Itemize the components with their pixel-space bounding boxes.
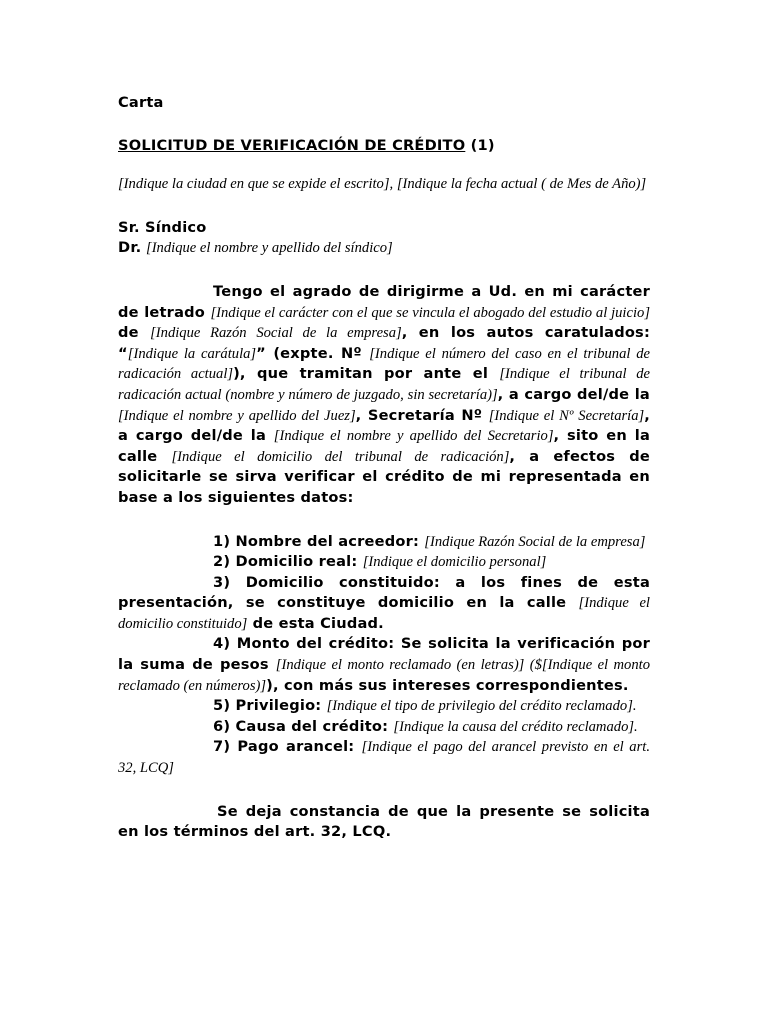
body-text-10: , a efectos de solicitarle se sirva verificar el crédito de mi representada en base a los siguientes datos: <box>118 447 650 506</box>
body-text-5: ), que tramitan por ante el <box>233 365 500 383</box>
item-7-placeholder: [Indique el pago del arancel previsto en el art. 32, LCQ] <box>118 739 650 777</box>
body-text-2: de <box>118 324 151 342</box>
item-1-placeholder: [Indique Razón Social de la empresa] <box>424 533 646 550</box>
item-5-placeholder: [Indique el tipo de privilegio del crédito reclamado]. <box>326 698 637 715</box>
body-placeholder-2: [Indique Razón Social de la empresa] <box>150 325 402 342</box>
place-date-placeholder: [Indique la ciudad en que se expide el escrito], [Indique la fecha actual ( de Mes de Año)] <box>118 176 647 193</box>
addressee-prefix: Dr. <box>118 239 142 257</box>
body-placeholder-5: [Indique el tribunal de radicación actual (nombre y número de juzgado, sin secretaría)] <box>118 366 650 403</box>
body-placeholder-8: [Indique el nombre y apellido del Secretario] <box>273 428 554 445</box>
doc-label-text: Carta <box>118 94 164 111</box>
body-placeholder-3: [Indique la carátula] <box>127 345 257 362</box>
list-item-1 <box>118 532 650 553</box>
body-placeholder-1: [Indique el carácter con el que se vincula el abogado del estudio al juicio] <box>210 304 650 321</box>
body-paragraph <box>118 282 650 509</box>
body-placeholder-4: [Indique el número del caso en el tribunal de radicación actual] <box>118 345 650 383</box>
item-4-label: 4) Monto del crédito: Se solicita la verificación por la suma de pesos <box>118 635 650 674</box>
item-7-label: 7) Pago arancel: <box>213 738 362 756</box>
list-item-4 <box>118 634 650 696</box>
body-text-1: Tengo el agrado de dirigirme a Ud. en mi carácter de letrado <box>118 282 650 321</box>
title-note: (1) <box>470 136 495 154</box>
body-text-3: , en los autos caratulados: “ <box>118 324 650 362</box>
place-date <box>118 174 650 195</box>
addressee-title: Sr. Síndico <box>118 218 207 236</box>
body-placeholder-7: [Indique el Nº Secretaría] <box>488 407 645 424</box>
item-3-suffix: de esta Ciudad. <box>247 614 384 632</box>
item-4-suffix: ), con más sus intereses correspondientes. <box>266 676 629 694</box>
closing-text: Se deja constancia de que la presente se solicita en los términos del art. 32, LCQ. <box>118 802 650 841</box>
doc-label <box>118 93 650 114</box>
item-6-label: 6) Causa del crédito: <box>213 717 394 735</box>
body-placeholder-6: [Indique el nombre y apellido del Juez] <box>118 407 356 424</box>
body-placeholder-9: [Indique el domicilio del tribunal de radicación] <box>171 448 510 465</box>
item-3-label: 3) Domicilio constituido: a los fines de esta presentación, se constituye domicilio en la calle <box>118 573 650 612</box>
list-item-5 <box>118 696 650 717</box>
body-text-9: , sito en la calle <box>118 427 651 465</box>
document-title <box>118 136 650 157</box>
body-text-8: , a cargo del/de la <box>118 406 650 445</box>
list-item-3 <box>118 573 650 635</box>
body-text-6: , a cargo del/de la <box>497 385 650 403</box>
item-6-placeholder: [Indique la causa del crédito reclamado]. <box>393 718 638 735</box>
closing-paragraph <box>118 802 650 843</box>
item-2-placeholder: [Indique el domicilio personal] <box>362 554 547 571</box>
item-5-label: 5) Privilegio: <box>213 697 327 715</box>
item-2-label: 2) Domicilio real: <box>213 553 363 571</box>
letter-content <box>118 93 650 843</box>
body-text-7: , Secretaría Nº <box>355 406 489 424</box>
title-text: SOLICITUD DE VERIFICACIÓN DE CRÉDITO <box>118 136 466 154</box>
list-item-7 <box>118 737 650 778</box>
addressee-placeholder: [Indique el nombre y apellido del síndico] <box>146 240 393 257</box>
addressee-line-1 <box>118 218 650 239</box>
list-item-6 <box>118 717 650 738</box>
addressee-line-2 <box>118 238 650 259</box>
item-3-placeholder: [Indique el domicilio constituido] <box>118 595 650 632</box>
item-1-label: 1) Nombre del acreedor: <box>213 532 425 550</box>
item-4-placeholder: [Indique el monto reclamado (en letras)] ($[Indique el monto reclamado (en números)] <box>118 657 650 694</box>
body-text-4: ” (expte. Nº <box>256 344 370 362</box>
list-item-2 <box>118 552 650 573</box>
